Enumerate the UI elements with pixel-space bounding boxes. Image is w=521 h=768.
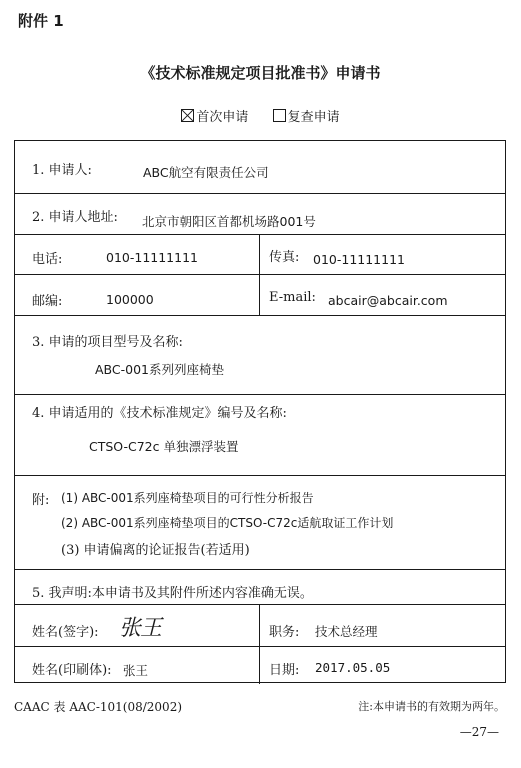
- standard-value: CTSO-C72c 单独漂浮装置: [89, 439, 239, 454]
- applicant-value: ABC航空有限责任公司: [143, 165, 269, 180]
- attachment-item-2: (2) ABC-001系列座椅垫项目的CTSO-C72c适航取证工作计划: [61, 516, 394, 530]
- fax-label: 传真:: [269, 250, 300, 265]
- date-value: 2017.05.05: [315, 660, 391, 675]
- validity-note: 注:本申请书的有效期为两年。: [358, 700, 505, 713]
- form-code: CAAC 表 AAC-101(08/2002): [14, 700, 183, 714]
- document-title: 《技术标准规定项目批准书》申请书: [140, 64, 381, 82]
- address-value: 北京市朝阳区首都机场路001号: [142, 214, 316, 229]
- phone-value: 010-11111111: [106, 250, 198, 265]
- attachment-item-3: (3) 申请偏离的论证报告(若适用): [61, 543, 250, 558]
- applicant-label: 1. 申请人:: [32, 163, 92, 178]
- first-application-checkbox-checked-icon[interactable]: [181, 109, 194, 122]
- page-number: —27—: [459, 725, 499, 739]
- phone-label: 电话:: [32, 252, 63, 267]
- email-label: E-mail:: [269, 290, 316, 305]
- signature-label: 姓名(签字):: [32, 625, 99, 640]
- attachment-item-1: (1) ABC-001系列座椅垫项目的可行性分析报告: [61, 491, 314, 505]
- postcode-value: 100000: [106, 292, 154, 307]
- address-label: 2. 申请人地址:: [32, 210, 118, 225]
- application-type-options: [0, 106, 521, 125]
- project-label: 3. 申请的项目型号及名称:: [32, 335, 183, 350]
- project-value: ABC-001系列列座椅垫: [95, 362, 225, 377]
- position-value: 技术总经理: [315, 624, 378, 639]
- annex-label: 附件 1: [18, 12, 64, 30]
- postcode-label: 邮编:: [32, 294, 63, 309]
- declaration-text: 5. 我声明:本申请书及其附件所述内容准确无误。: [32, 586, 313, 601]
- printed-name-value: 张王: [123, 663, 149, 678]
- attachments-label: 附:: [32, 493, 50, 508]
- fax-value: 010-11111111: [313, 252, 405, 267]
- email-value: abcair@abcair.com: [328, 293, 448, 308]
- first-application-label: 首次申请: [196, 110, 249, 125]
- review-application-checkbox-icon[interactable]: [273, 109, 286, 122]
- handwritten-signature: 张王: [119, 616, 162, 641]
- review-application-label: 复查申请: [287, 110, 340, 125]
- printed-name-label: 姓名(印刷体):: [32, 663, 112, 678]
- position-label: 职务:: [269, 625, 300, 640]
- application-form-table: [14, 140, 506, 683]
- date-label: 日期:: [269, 663, 300, 678]
- standard-label: 4. 申请适用的《技术标准规定》编号及名称:: [32, 406, 287, 421]
